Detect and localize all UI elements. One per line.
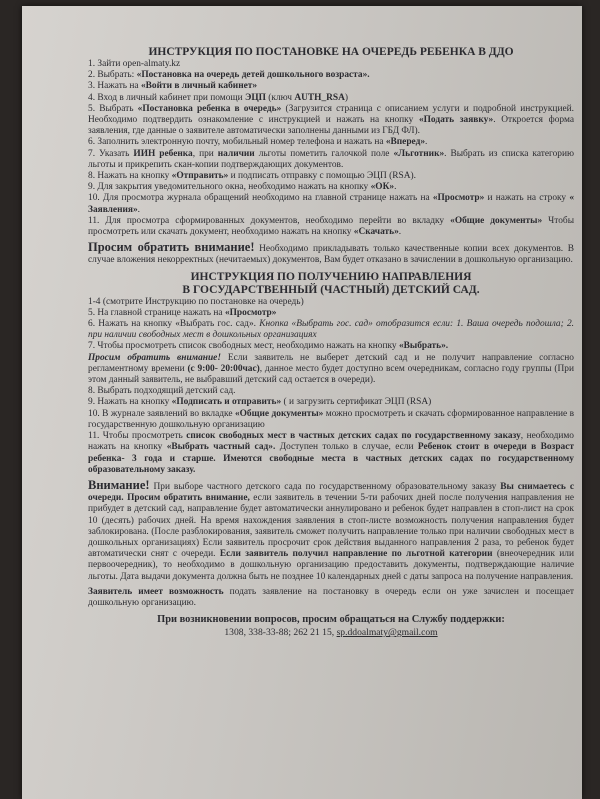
ref-step-1-4: 1-4 (смотрите Инструкцию по постановке на очередь) — [88, 296, 304, 307]
step-7: 7. Указать ИИН ребенка, при наличии льготы пометить галочкой поле «Льготник». Выбрать из списка категорию льготы и прикрепить скан-копии подтверждающих документов. — [88, 148, 575, 170]
ref-step-11: 11. Чтобы просмотреть список свободных мест в частных детских садах по государственному заказу, необходимо нажать на кнопку «Выбрать частный сад». Доступен только в случае, если Ребенок стоит в очереди в Возраст ребенка- 3 года и старше. Имеются свободные места в частных детских садах по государственному образовательному заказу. — [88, 431, 574, 475]
support-phones: 1308, 338-33-88; 262 21 15, — [224, 627, 337, 639]
step-10: 10. Для просмотра журнала обращений необходимо на главной странице нажать на «Просмотр» и нажать на строку « Заявления». — [88, 193, 574, 215]
attention-note-copies: Просим обратить внимание! Необходимо прикладывать только качественные копии всех документов. В случае вложения некорректных (нечитаемых) документов, Вам будет отказано в зачислении в дошкольную организацию. — [88, 240, 575, 266]
step-6: 6. Заполнить электронную почту, мобильный номер телефона и нажать на «Вперед». — [88, 137, 428, 148]
ref-step-7: 7. Чтобы просмотреть список свободных мест, необходимо нажать на кнопку «Выбрать». Просим обратить внимание! Если заявитель не выберет детский сад и не получит направление согласно регламентному времени (с 9:00- 20:00час), данное место будет доступно всем очередникам, согласно году группы (При этом данный заявитель, не выбравший детский сад остается в очереди). — [88, 341, 574, 386]
step-4: 4. Вход в личный кабинет при помощи ЭЦП (ключ AUTH_RSA) — [88, 92, 349, 103]
step-3: 3. Нажать на «Войти в личный кабинет» — [88, 81, 258, 92]
step-9: 9. Для закрытия уведомительного окна, необходимо нажать на кнопку «ОК». — [88, 182, 397, 193]
support-email-link[interactable]: sp.ddoalmaty@gmail.com — [336, 627, 438, 639]
referral-steps — [88, 297, 574, 476]
ref-step-5: 5. На главной странице нажать на «Просмотр» — [88, 307, 277, 318]
support-contacts — [88, 627, 574, 638]
step-5: 5. Выбрать «Постановка ребенка в очередь» (Загрузится страница с описанием услуги и подробной инструкцией. Необходимо подтвердить ознакомление с инструкцией и нажать на кнопку «Подать заявку». Откроется форма заявления, где данные о заявителе автоматически заполнены данными из ГБД ФЛ). — [88, 103, 574, 137]
title-queue-instruction: ИНСТРУКЦИЯ ПО ПОСТАНОВКЕ НА ОЧЕРЕДЬ РЕБЕНКА В ДДО — [148, 46, 514, 58]
queue-steps — [88, 59, 574, 238]
step-1: 1. Зайти open-almaty.kz — [88, 59, 181, 69]
ref-step-9: 9. Нажать на кнопку «Подписать и отправить» ( и загрузить сертификат ЭЦП (RSA) — [88, 397, 432, 408]
step-8: 8. Нажать на кнопку «Отправить» и подписать отправку с помощью ЭЦП (RSA). — [88, 171, 416, 182]
ref-step-10: 10. В журнале заявлений во вкладке «Общие документы» можно просмотреть и скачать сформированное направление в государственную дошкольную организацию — [88, 408, 575, 430]
title-referral-subtitle: В ГОСУДАРСТВЕННЫЙ (ЧАСТНЫЙ) ДЕТСКИЙ САД. — [182, 283, 480, 296]
final-note: Заявитель имеет возможность подать заявление на постановку в очередь если он уже зачислен и посещает дошкольную организацию. — [88, 586, 574, 608]
ref-step-8: 8. Выбрать подходящий детский сад. — [88, 386, 236, 397]
document-body — [88, 46, 574, 648]
ref-step-6: 6. Нажать на кнопку «Выбрать гос. сад». Кнопка «Выбрать гос. сад» отобразится если: 1. Ваша очередь подошла; 2. при наличии свободных мест в дошкольных организациях — [88, 319, 575, 341]
title-referral-instruction: ИНСТРУКЦИЯ ПО ПОЛУЧЕНИЮ НАПРАВЛЕНИЯ — [190, 270, 472, 283]
instruction-sheet — [22, 6, 582, 799]
step-2: 2. Выбрать: «Постановка на очередь детей дошкольного возраста». — [88, 70, 370, 81]
support-heading: При возникновении вопросов, просим обращаться на Службу поддержки: — [157, 614, 505, 626]
step-11: 11. Для просмотра сформированных документов, необходимо перейти во вкладку «Общие документы» Чтобы просмотреть или скачать документ, необходимо нажать на кнопку «Скачать». — [88, 215, 574, 238]
attention-note-private: Внимание! При выборе частного детского сада по государственному образовательному заказу Вы снимаетесь с очереди. Просим обратить внимание, если заявитель в течении 5-ти рабочих дней после получения направления не прибудет в детский сад, направление будет автоматически аннулировано и ребенок будет направлен в стоп-лист на срок 10 (десять) рабочих дней. На время нахождения заявления в стоп-листе возможность получения направления будет заблокирована. (После разблокирования, заявитель сможет получить направление только при наличии свободных мест в дошкольных организациях) Если заявитель просрочит срок действия выданного направления 2 раза, то ребенок будет автоматически снят с очереди. Если заявитель получил направление по льготной категории (внеочередник или первоочередник), то необходимо в дошкольную организацию предоставить документы, подтверждающие наличие льготы. Дата выдачи документа должна быть не позднее 10 календарных дней с даты запроса на получение направления. — [88, 477, 574, 582]
